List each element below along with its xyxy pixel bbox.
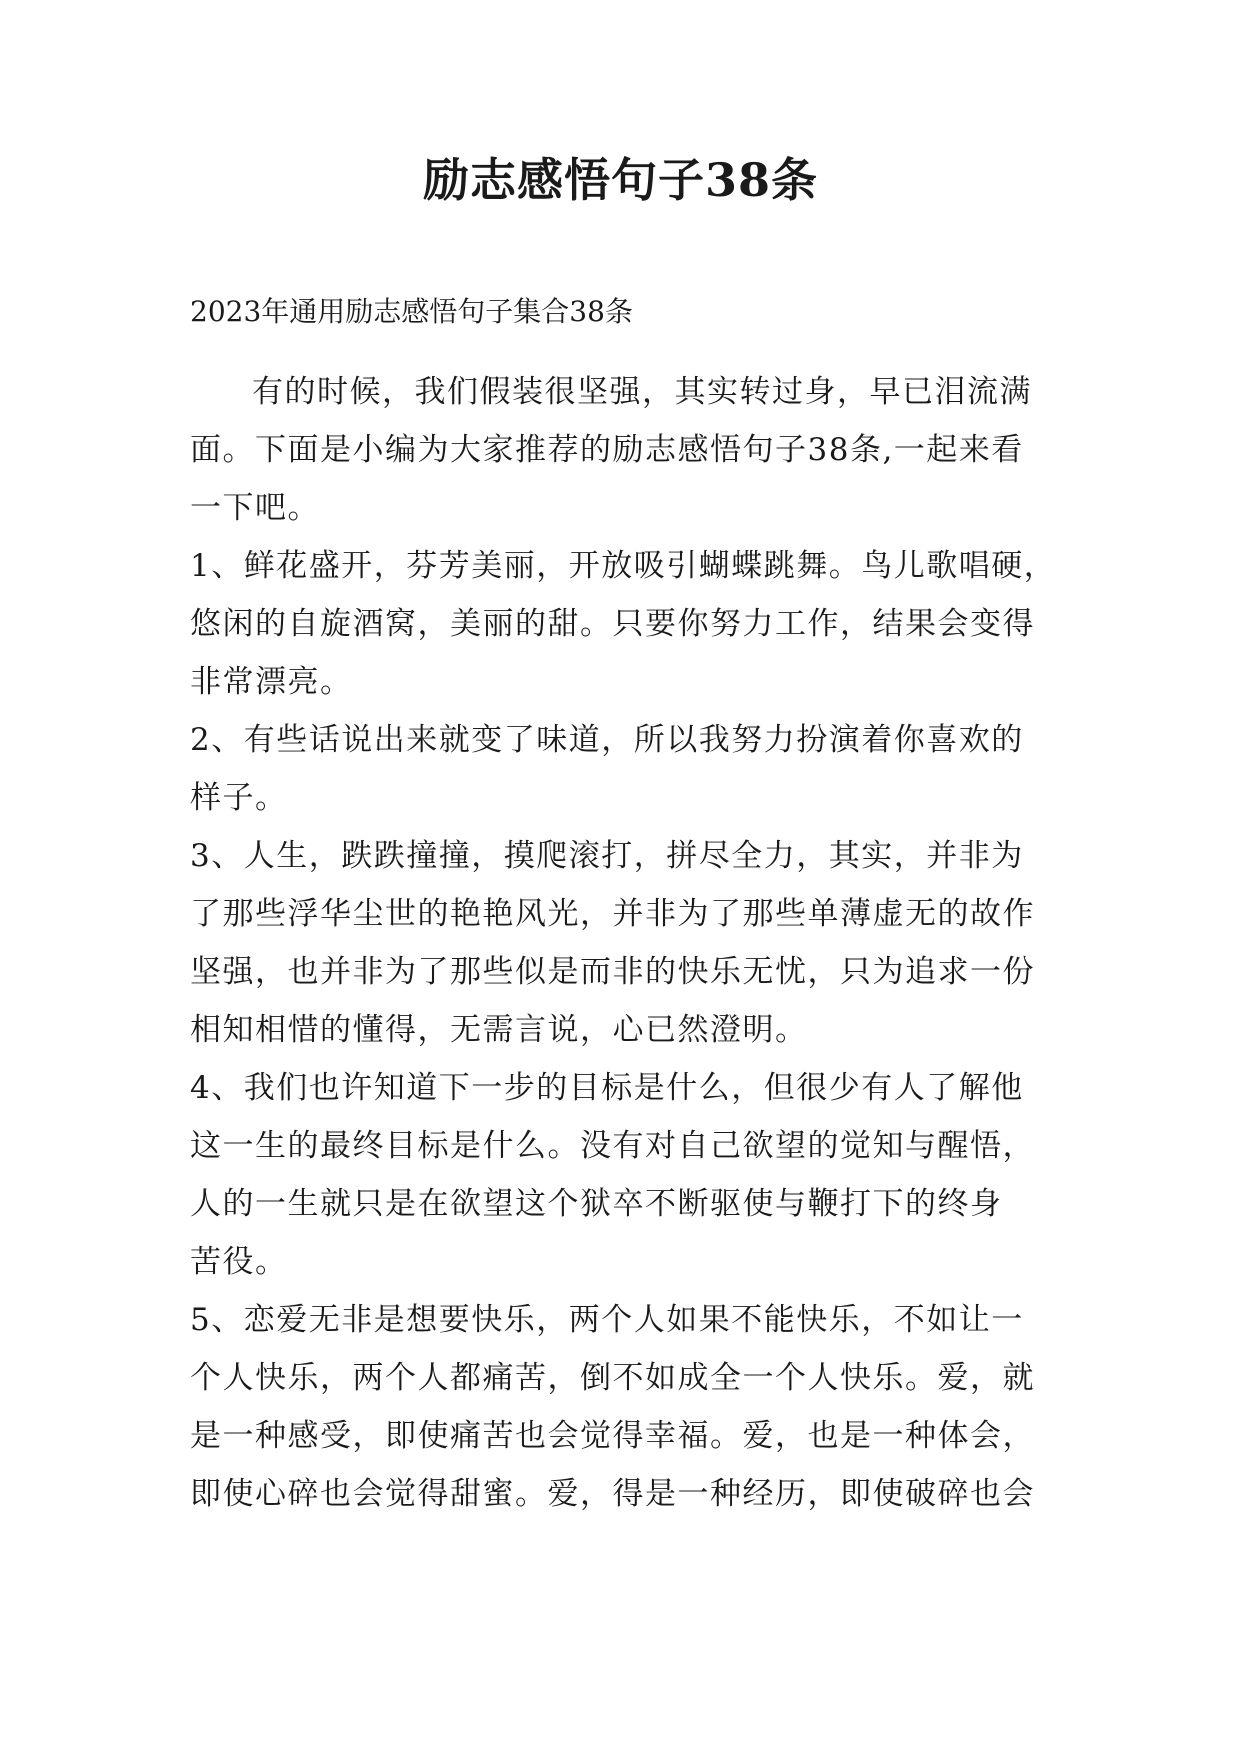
paragraph-line: 是一种感受，即使痛苦也会觉得幸福。爱，也是一种体会， — [190, 1418, 1035, 1454]
paragraph-line: 个人快乐，两个人都痛苦，倒不如成全一个人快乐。爱，就 — [190, 1360, 1035, 1396]
paragraph-line: 悠闲的自旋酒窝，美丽的甜。只要你努力工作，结果会变得 — [190, 606, 1035, 642]
paragraph-line: 2、有些话说出来就变了味道，所以我努力扮演着你喜欢的 — [190, 722, 1024, 758]
paragraph-line: 即使心碎也会觉得甜蜜。爱，得是一种经历，即使破碎也会 — [190, 1476, 1035, 1512]
paragraph-line: 相知相惜的懂得，无需言说，心已然澄明。 — [190, 1012, 808, 1048]
paragraph-line: 了那些浮华尘世的艳艳风光，并非为了那些单薄虚无的故作 — [190, 896, 1035, 932]
paragraph-line: 1、鲜花盛开，芬芳美丽，开放吸引蝴蝶跳舞。鸟儿歌唱硬， — [190, 548, 1057, 584]
paragraph-line: 4、我们也许知道下一步的目标是什么，但很少有人了解他 — [190, 1070, 1024, 1106]
paragraph-line: 一下吧。 — [190, 490, 320, 526]
paragraph-line: 3、人生，跌跌撞撞，摸爬滚打，拼尽全力，其实，并非为 — [190, 838, 1024, 874]
document-title: 励志感悟句子38条 — [422, 153, 818, 207]
paragraph-line: 这一生的最终目标是什么。没有对自己欲望的觉知与醒悟， — [190, 1128, 1035, 1164]
paragraph-line: 人的一生就只是在欲望这个狱卒不断驱使与鞭打下的终身 — [190, 1186, 1003, 1222]
paragraph-line: 非常漂亮。 — [190, 664, 353, 700]
paragraph-line: 有的时候，我们假装很坚强，其实转过身，早已泪流满 — [252, 374, 1032, 410]
document-subtitle: 2023年通用励志感悟句子集合38条 — [190, 295, 633, 328]
paragraph-line: 样子。 — [190, 780, 288, 816]
paragraph-line: 苦役。 — [190, 1244, 288, 1280]
paragraph-line: 面。下面是小编为大家推荐的励志感悟句子38条,一起来看 — [190, 432, 1024, 468]
paragraph-line: 5、恋爱无非是想要快乐，两个人如果不能快乐，不如让一 — [190, 1302, 1024, 1338]
paragraph-line: 坚强，也并非为了那些似是而非的快乐无忧，只为追求一份 — [190, 954, 1035, 990]
